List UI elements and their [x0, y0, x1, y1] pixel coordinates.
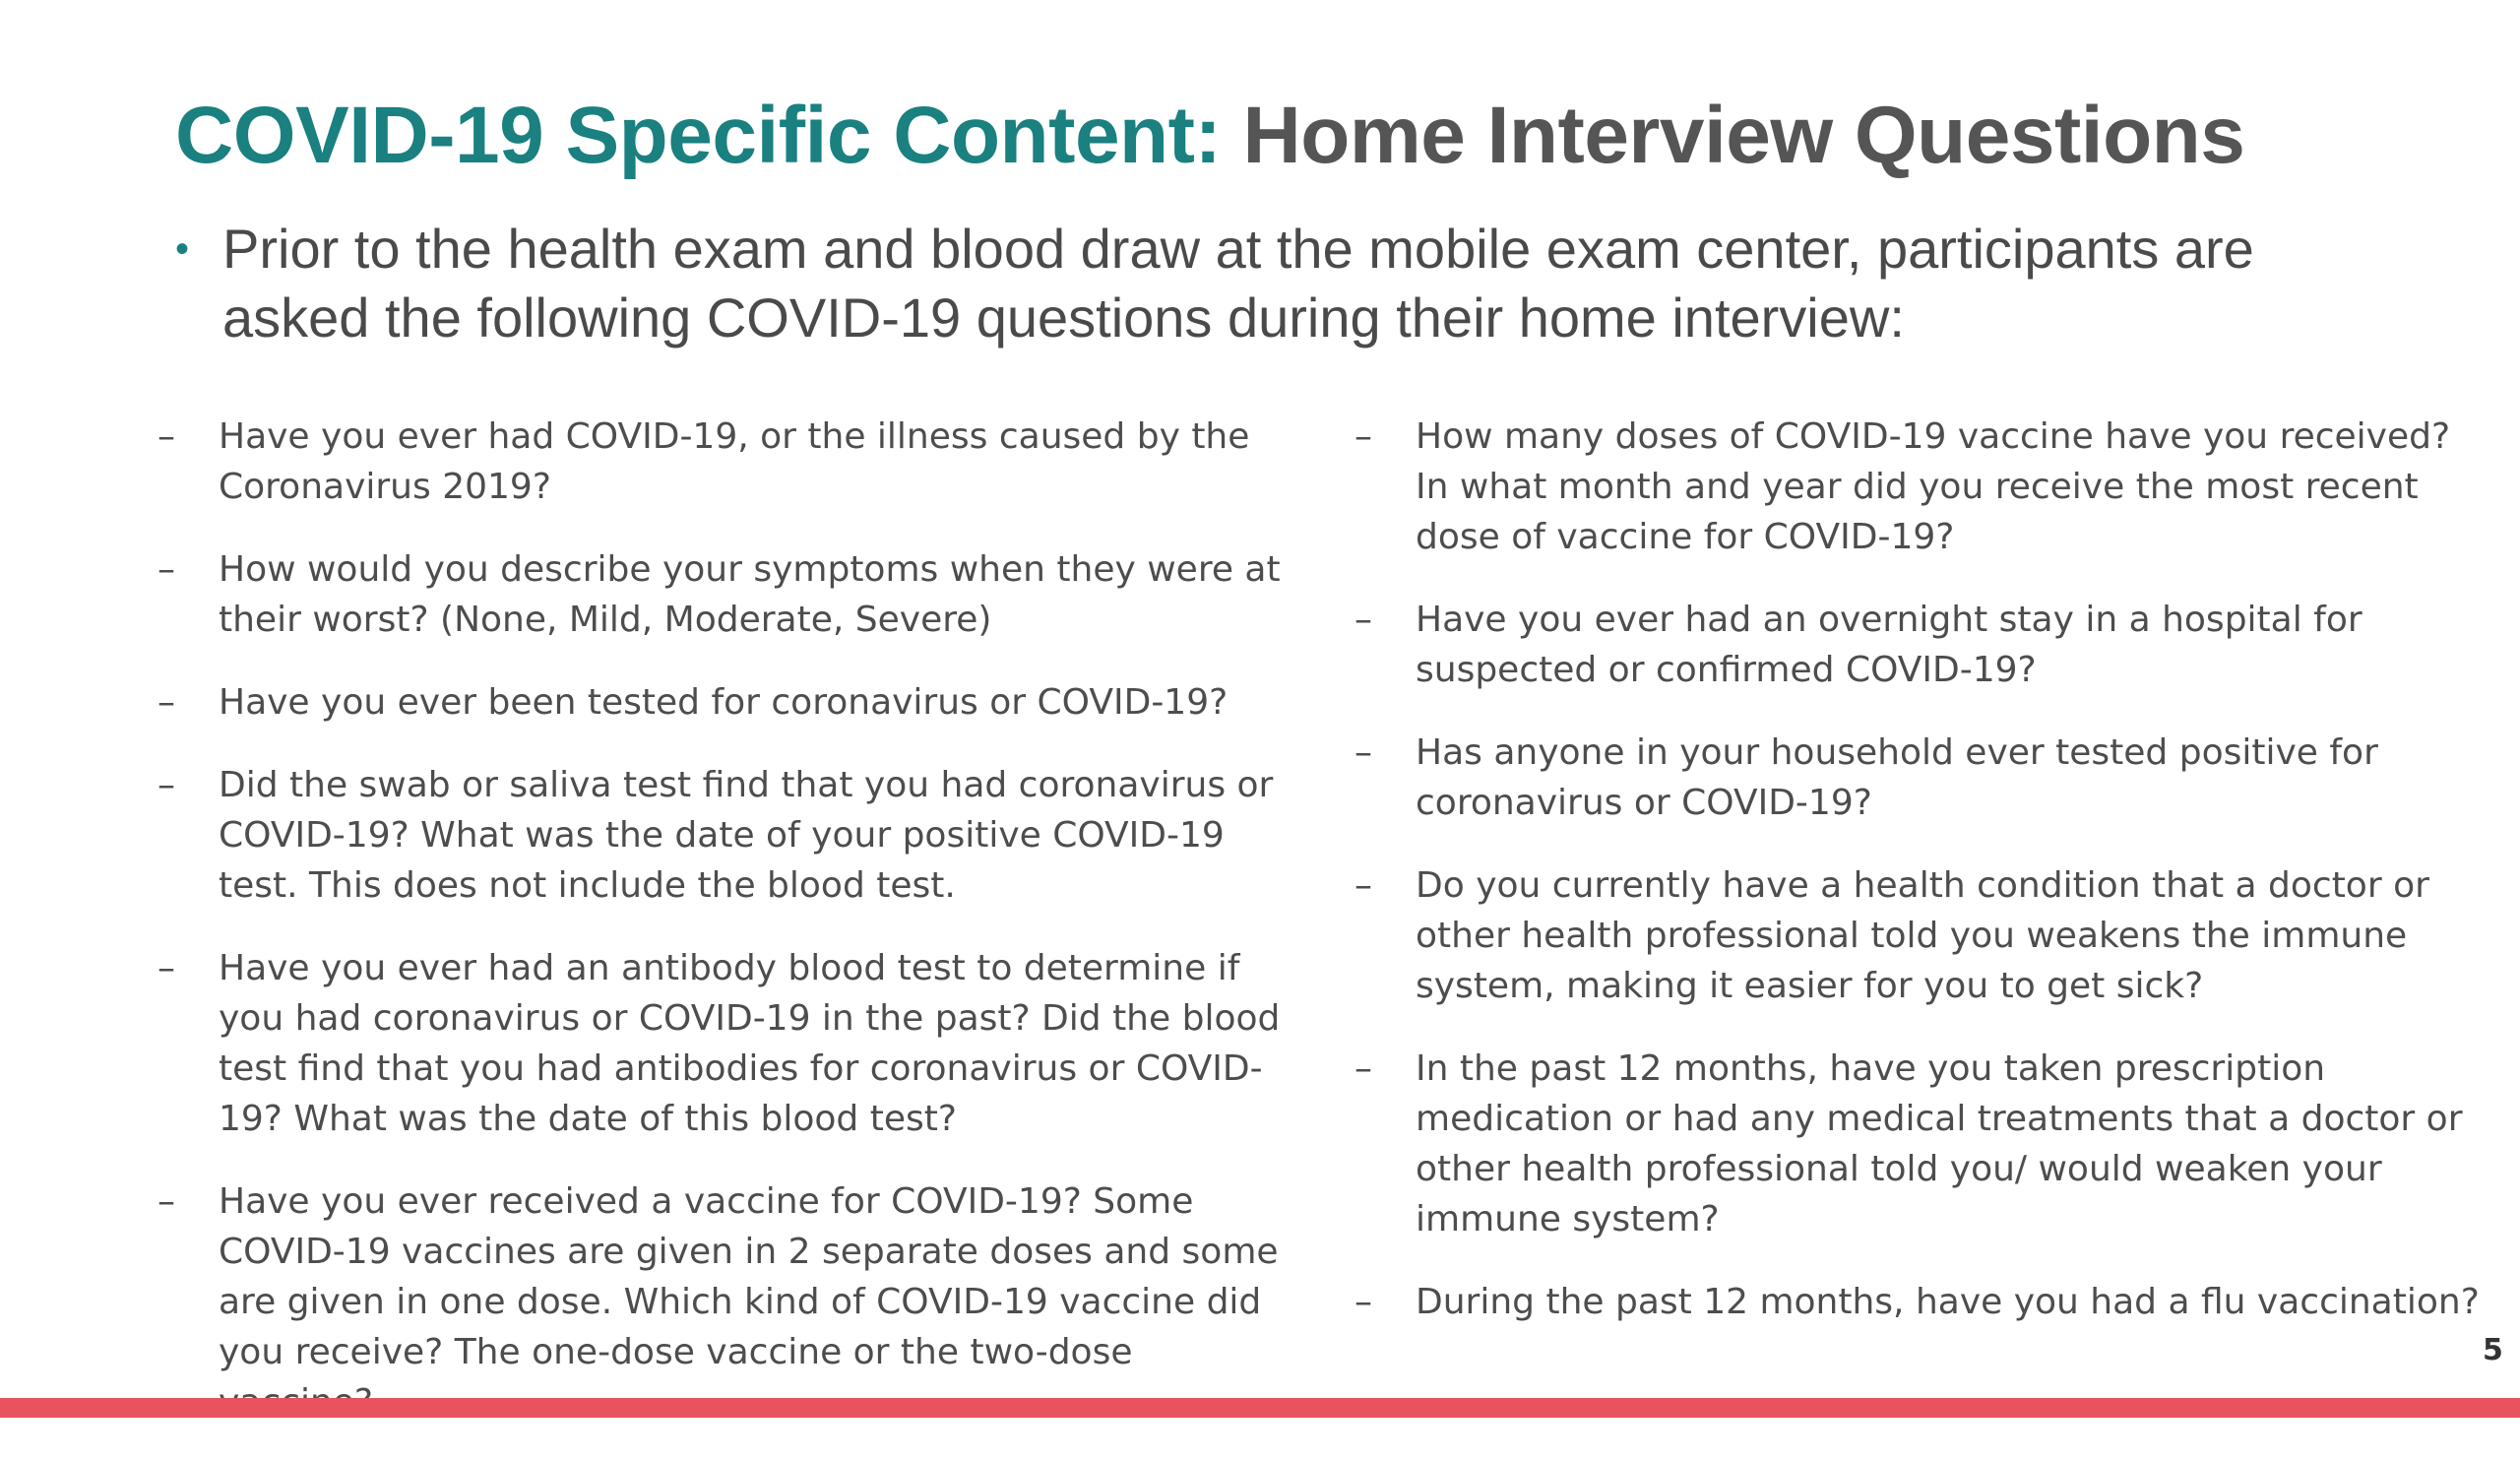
question-item: [1354, 412, 2487, 562]
intro-bullet-item: [175, 215, 2301, 352]
question-text: How many doses of COVID-19 vaccine have you received? In what month and year did you receive the most recent dose of vaccine for COVID-19?: [1416, 416, 2451, 557]
bottom-accent-bar: [0, 1398, 2520, 1418]
dash-icon: –: [158, 948, 175, 988]
question-text: Do you currently have a health condition that a doctor or other health professional told you weakens the immune system, making it easier for you to get sick?: [1416, 865, 2429, 1006]
slide-title: [175, 87, 2244, 185]
dash-icon: –: [1354, 732, 1372, 773]
question-text: How would you describe your symptoms when they were at their worst? (None, Mild, Moderate, Severe): [219, 549, 1281, 640]
page-number: 5: [2483, 1333, 2503, 1367]
dash-icon: –: [158, 1181, 175, 1222]
question-text: During the past 12 months, have you had a flu vaccination?: [1416, 1282, 2480, 1322]
question-item: [158, 943, 1290, 1144]
question-item: [1354, 595, 2487, 695]
question-text: In the past 12 months, have you taken prescription medication or had any medical treatments that a doctor or other health professional told you/ would weaken your immune system?: [1416, 1048, 2463, 1239]
dash-icon: –: [158, 765, 175, 805]
dash-icon: –: [158, 549, 175, 590]
questions-left-column: [158, 412, 1290, 1460]
dash-icon: –: [1354, 600, 1372, 640]
bullet-icon: •: [175, 227, 190, 271]
dash-icon: –: [1354, 1048, 1372, 1089]
dash-icon: –: [1354, 1282, 1372, 1322]
question-text: Have you ever received a vaccine for COVID-19? Some COVID-19 vaccines are given in 2 separate doses and some are given in one dose. Which kind of COVID-19 vaccine did you receive? The one-dose vaccine or the two-dose: [219, 1181, 1279, 1372]
question-text: Have you ever had an antibody blood test to determine if you had coronavirus or COVID-19 in the past? Did the blood test find that you had antibodies for coronavirus or COVID-19? What was the date of this blood test?: [219, 948, 1281, 1139]
question-item: [158, 544, 1290, 645]
question-text: Did the swab or saliva test find that you had coronavirus or COVID-19? What was the date of your positive COVID-19 test. This does not include the blood test.: [219, 765, 1274, 906]
question-item: [1354, 728, 2487, 828]
intro-text: Prior to the health exam and blood draw at the mobile exam center, participants are asked the following COVID-19 questions during their home interview:: [222, 218, 2254, 349]
question-item: [1354, 860, 2487, 1011]
question-text: Have you ever been tested for coronavirus or COVID-19?: [219, 682, 1228, 723]
question-text: Has anyone in your household ever tested positive for coronavirus or COVID-19?: [1416, 732, 2378, 823]
slide-title-rest: Home Interview Questions: [1242, 91, 2245, 180]
question-item: [1354, 1044, 2487, 1244]
question-item: [158, 1176, 1290, 1428]
dash-icon: –: [158, 682, 175, 723]
dash-icon: –: [1354, 865, 1372, 906]
dash-icon: –: [158, 416, 175, 457]
slide-title-accent: COVID-19 Specific Content:: [175, 91, 1222, 180]
dash-icon: –: [1354, 416, 1372, 457]
question-text: Have you ever had an overnight stay in a hospital for suspected or confirmed COVID-19?: [1416, 600, 2362, 690]
question-item: [158, 677, 1290, 728]
question-item: [158, 412, 1290, 512]
questions-right-column: [1354, 412, 2487, 1360]
question-text: Have you ever had COVID-19, or the illness caused by the Coronavirus 2019?: [219, 416, 1250, 507]
question-item: [1354, 1277, 2487, 1327]
question-item: [158, 760, 1290, 911]
